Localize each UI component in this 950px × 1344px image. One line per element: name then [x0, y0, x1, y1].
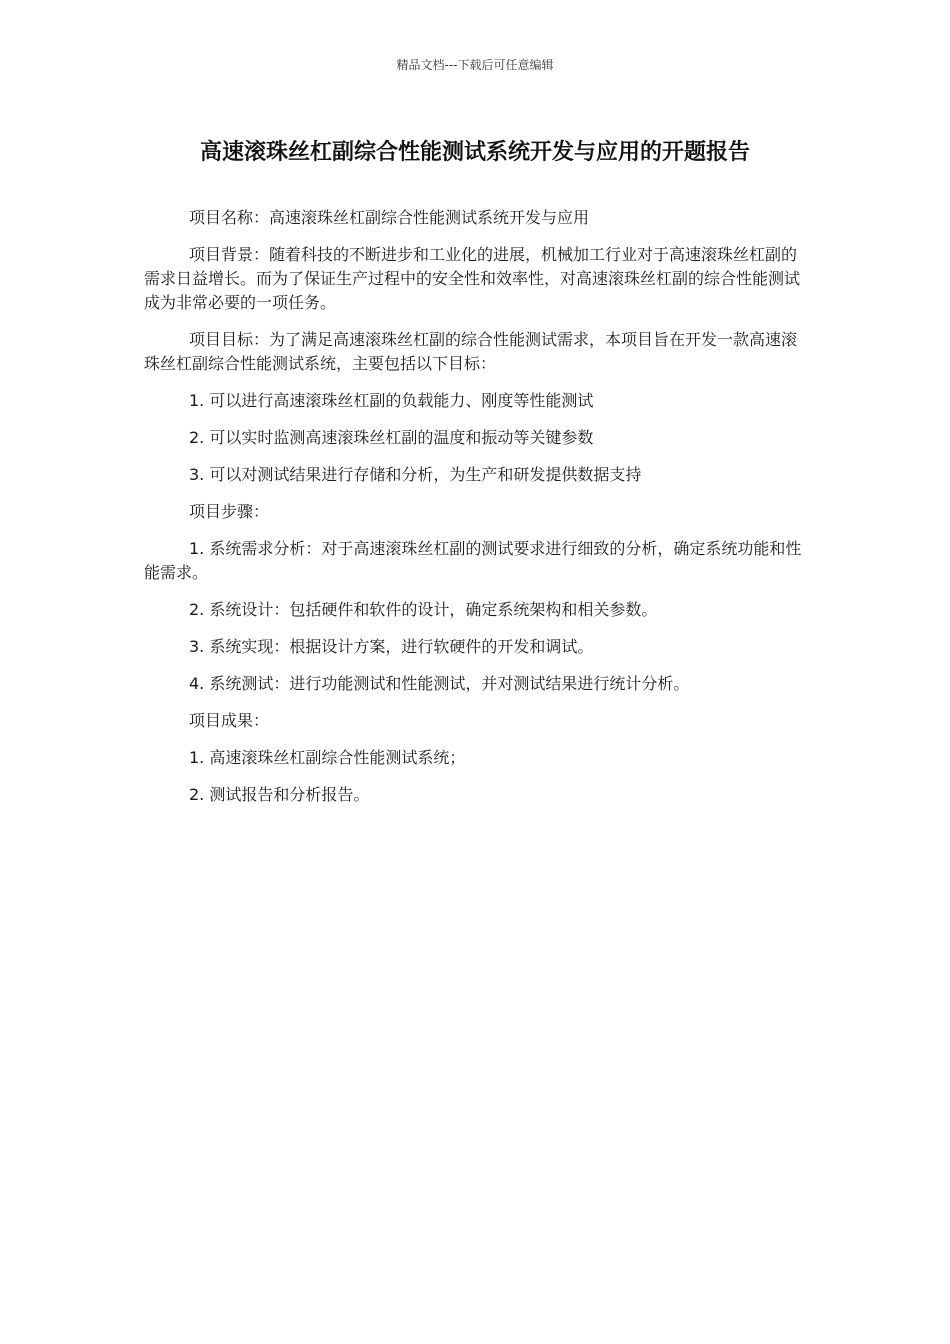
goal-item-3: 3. 可以对测试结果进行存储和分析，为生产和研发提供数据支持 — [189, 465, 642, 484]
document-body — [144, 206, 806, 820]
step-item-4: 4. 系统测试：进行功能测试和性能测试，并对测试结果进行统计分析。 — [189, 674, 690, 693]
result-item-2: 2. 测试报告和分析报告。 — [189, 785, 370, 804]
document-title: 高速滚珠丝杠副综合性能测试系统开发与应用的开题报告 — [199, 140, 750, 165]
paragraph-project-steps: 项目步骤： — [189, 502, 270, 521]
paragraph-project-results: 项目成果： — [189, 711, 270, 730]
paragraph-project-background: 项目背景：随着科技的不断进步和工业化的进展，机械加工行业对于高速滚珠丝杠副的需求日益增长。而为了保证生产过程中的安全性和效率性，对高速滚珠丝杠副的综合性能测试成为非常必要的一项任务。 — [144, 245, 801, 312]
page-header: 精品文档---下载后可任意编辑 — [396, 58, 554, 72]
paragraph-project-goal: 项目目标：为了满足高速滚珠丝杠副的综合性能测试需求，本项目旨在开发一款高速滚珠丝杠副综合性能测试系统，主要包括以下目标： — [144, 330, 798, 373]
result-item-1: 1. 高速滚珠丝杠副综合性能测试系统； — [189, 748, 466, 767]
step-item-3: 3. 系统实现：根据设计方案，进行软硬件的开发和调试。 — [189, 637, 594, 656]
goal-item-1: 1. 可以进行高速滚珠丝杠副的负载能力、刚度等性能测试 — [189, 391, 594, 410]
step-item-1: 1. 系统需求分析：对于高速滚珠丝杠副的测试要求进行细致的分析，确定系统功能和性能需求。 — [144, 539, 802, 582]
paragraph-project-name: 项目名称：高速滚珠丝杠副综合性能测试系统开发与应用 — [189, 208, 590, 227]
goal-item-2: 2. 可以实时监测高速滚珠丝杠副的温度和振动等关键参数 — [189, 428, 594, 447]
step-item-2: 2. 系统设计：包括硬件和软件的设计，确定系统架构和相关参数。 — [189, 600, 658, 619]
